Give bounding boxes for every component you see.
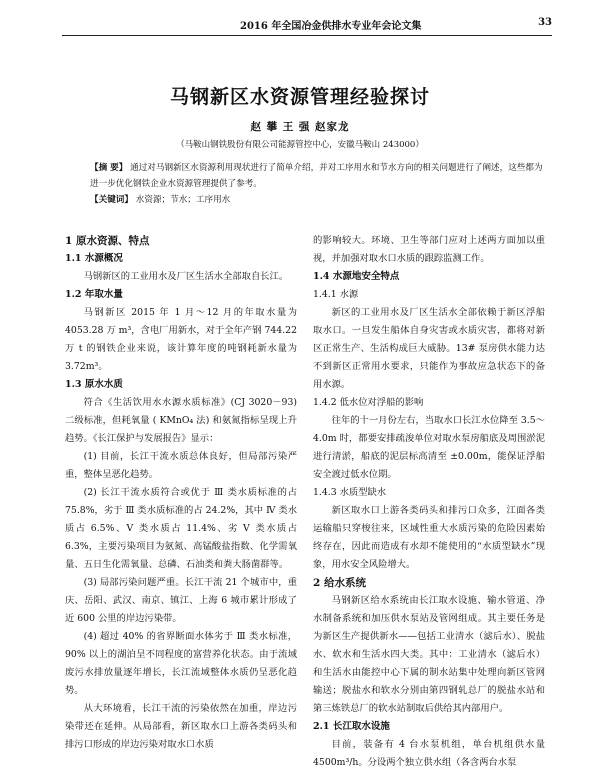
left-column (65, 232, 297, 754)
header-divider (62, 35, 552, 36)
keywords-label: 【关键词】 (90, 195, 133, 205)
section-heading-1-1: 1.1 水源概况 (65, 253, 123, 264)
paper-authors: 赵 攀 王 强 赵家龙 (250, 121, 350, 133)
body-paragraph: 的影响较大。环境、卫生等部门应对上述两方面加以重视，并加强对取水口水质的跟踪监测工作。 (313, 235, 545, 264)
abstract-block (90, 160, 545, 208)
body-paragraph: 新区取水口上游各类码头和排污口众多，江面各类运输船只穿梭往来，区域性重大水质污染的危险因素始终存在，因此而造成有水却不能使用的“水质型缺水”现象，用水安全风险增大。 (313, 505, 545, 570)
keywords-text: 水资源；节水；工序用水 (135, 195, 231, 205)
section-heading-1-4-1: 1.4.1 水源 (313, 289, 359, 300)
section-heading-2: 2 给水系统 (313, 577, 366, 589)
body-paragraph: 马钢新区 2015 年 1 月～12 月的年取水量为 4053.28 万 m³，含电厂用新水，对于全年产钢 744.22 万 t 的钢铁企业来说，该计算年度的吨钢耗新水量为 3.72m³。 (65, 307, 297, 372)
abstract-paragraph (90, 160, 545, 192)
body-paragraph: 从大环境看，长江干流的污染依然在加重，岸边污染带还在延伸。从局部看，新区取水口上游各类码头和排污口形成的岸边污染对取水口水质 (65, 703, 297, 750)
list-item: (2) 长江干流水质符合或优于 Ⅲ 类水质标准的占 75.8%，劣于 Ⅲ 类水质标准的占 24.2%，其中 Ⅳ 类水质占 6.5%、Ⅴ 类水质占 11.4%、劣 Ⅴ 类水质占 6.3%，主要污染项目为氨氮、高锰酸盐指数、化学需氧量、五日生化需氧量、总磷、石油类和粪大肠菌群等。 (65, 487, 297, 570)
body-paragraph: 目前，装备有 4 台水泵机组，单台机组供水量 4500m³/h。分设两个独立供水组（各含两台水泵 (313, 739, 545, 768)
paper-title: 马钢新区水资源管理经验探讨 (169, 86, 430, 108)
section-heading-1: 1 原水资源、特点 (65, 235, 150, 247)
paper-affiliation: （马鞍山钢铁股份有限公司能源管控中心，安徽马鞍山 243000） (176, 140, 424, 150)
right-column (313, 232, 545, 772)
body-paragraph: 新区的工业用水及厂区生活水全部依赖于新区浮船取水口。一旦发生船体自身灾害或水质灾害，都将对新区正常生产、生活构成巨大威胁。13# 泵房供水能力达不到新区正常用水要求，只能作为事故应急状态下的备用水源。 (313, 307, 545, 390)
section-heading-1-3: 1.3 原水水质 (65, 379, 123, 390)
body-paragraph: 符合《生活饮用水水源水质标准》(CJ 3020－93) 二级标准，但耗氧量 ( KMnO₄ 法) 和氨氮指标呈现上升趋势。《长江保护与发展报告》显示： (65, 397, 297, 444)
body-paragraph: 往年的十一月份左右，当取水口长江水位降至 3.5～4.0m 时，都要安排疏浚单位对取水泵房船底及周围淤泥进行清淤，船底的泥层标高清至 ±0.00m，能保证浮船安全渡过低水位期。 (313, 415, 545, 480)
body-paragraph: 马钢新区给水系统由长江取水设施、输水管道、净水制备系统和加压供水泵站及管网组成。其主要任务是为新区生产提供新水——包括工业清水（滤后水）、脱盐水、软水和生活水四大类。其中：工业清水（滤后水）和生活水由能控中心下属的制水站集中处理向新区管网输送；脱盐水和软水分别由第四钢轧总厂的脱盐水站和第三炼铁总厂的软水站制取后供给其内部用户。 (313, 595, 545, 714)
page-number: 33 (538, 17, 552, 28)
running-head-title: 2016 年全国冶金供排水专业年会论文集 (240, 21, 422, 32)
section-heading-1-4-2: 1.4.2 低水位对浮船的影响 (313, 397, 424, 408)
body-paragraph: 马钢新区的工业用水及厂区生活水全部取自长江。 (83, 271, 289, 282)
list-item: (1) 目前，长江干流水质总体良好，但局部污染严重，整体呈恶化趋势。 (65, 451, 297, 480)
section-heading-1-2: 1.2 年取水量 (65, 289, 123, 300)
section-heading-1-4: 1.4 水源地安全特点 (313, 271, 400, 282)
list-item: (4) 超过 40% 的省界断面水体劣于 Ⅲ 类水标准，90% 以上的湖泊呈不同程度的富营养化状态。由于流域废污水排放量逐年增长，长江流域整体水质仍呈恶化趋势。 (65, 631, 297, 696)
abstract-label: 【摘 要】 (90, 163, 128, 173)
section-heading-2-1: 2.1 长江取水设施 (313, 721, 390, 732)
abstract-text: 通过对马钢新区水资源利用现状进行了简单介绍，并对工序用水和节水方向的相关问题进行了阐述，这些都为进一步优化钢铁企业水资源管理提供了参考。 (90, 163, 543, 189)
list-item: (3) 局部污染问题严重。长江干流 21 个城市中，重庆、岳阳、武汉、南京、镇江、上海 6 城市累计形成了近 600 公里的岸边污染带。 (65, 577, 297, 624)
running-head (62, 17, 552, 33)
section-heading-1-4-3: 1.4.3 水质型缺水 (313, 487, 387, 498)
keywords-line (90, 192, 545, 208)
